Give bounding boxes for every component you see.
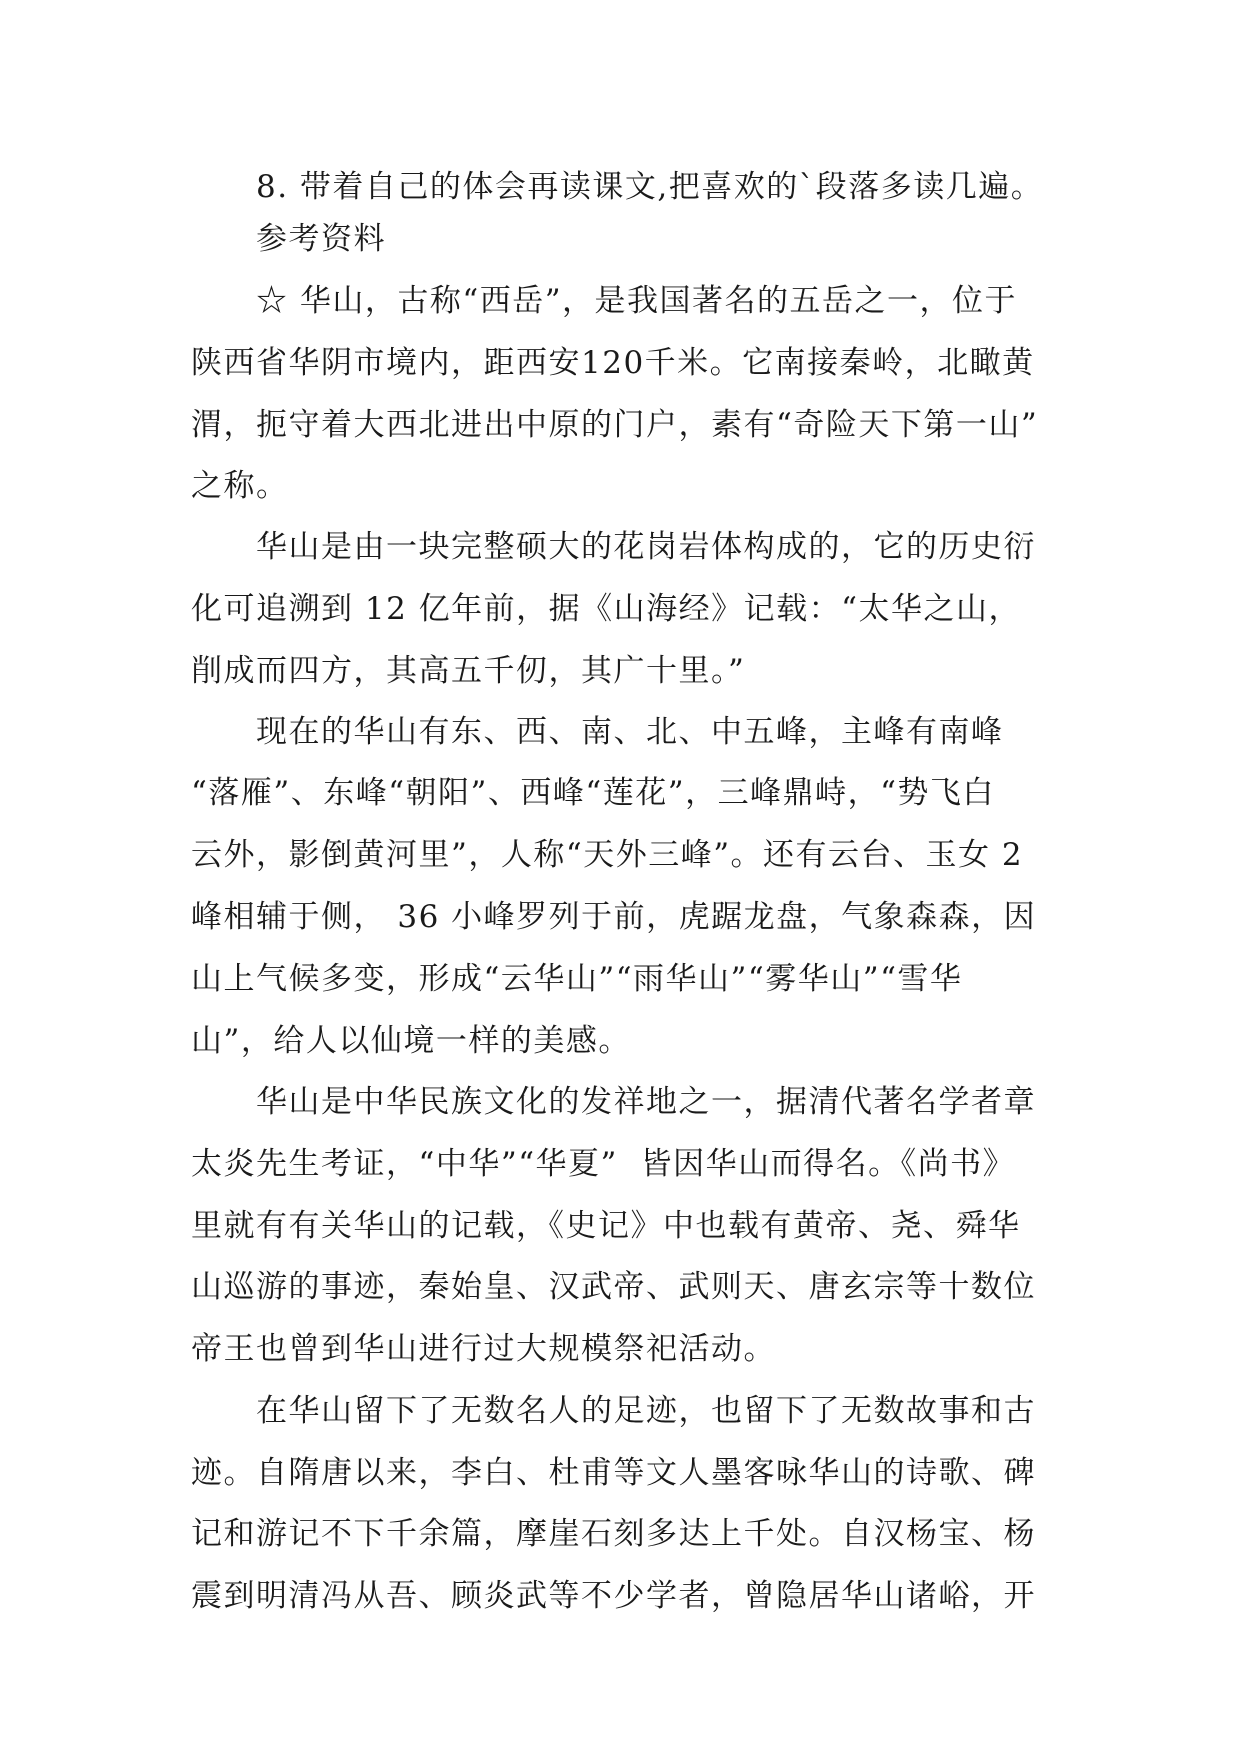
text-line: 华山是由一块完整硕大的花岗岩体构成的，它的历史衍 xyxy=(256,529,1036,565)
text-line: 峰相辅于侧， 36 小峰罗列于前，虎踞龙盘，气象森森，因 xyxy=(191,899,1037,935)
text-line: 渭，扼守着大西北进出中原的门户，素有“奇险天下第一山” xyxy=(191,407,1039,443)
text-line: 迹。自隋唐以来，李白、杜甫等文人墨客咏华山的诗歌、碑 xyxy=(191,1455,1036,1491)
text-line: 太炎先生考证，“中华”“华夏” 皆因华山而得名。《尚书》 xyxy=(191,1146,1016,1182)
text-line: 之称。 xyxy=(191,468,289,504)
text-line: 山巡游的事迹，秦始皇、汉武帝、武则天、唐玄宗等十数位 xyxy=(191,1269,1036,1305)
text-line: 化可追溯到 12 亿年前，据《山海经》记载：“太华之山， xyxy=(191,591,1021,627)
text-line: 云外，影倒黄河里”，人称“天外三峰”。还有云台、玉女 2 xyxy=(191,837,1024,873)
text-line: ☆ 华山，古称“西岳”，是我国著名的五岳之一，位于 xyxy=(256,283,1018,319)
text-line: 震到明清冯从吾、顾炎武等不少学者，曾隐居华山诸峪，开 xyxy=(191,1578,1036,1614)
text-line: 记和游记不下千余篇，摩崖石刻多达上千处。自汉杨宝、杨 xyxy=(191,1516,1036,1552)
text-line: 山”，给人以仙境一样的美感。 xyxy=(191,1023,631,1059)
text-line: 山上气候多变，形成“云华山”“雨华山”“雾华山”“雪华 xyxy=(191,961,963,997)
text-line: 华山是中华民族文化的发祥地之一，据清代著名学者章 xyxy=(256,1084,1036,1120)
text-line: 陕西省华阴市境内，距西安120千米。它南接秦岭，北瞰黄 xyxy=(191,345,1035,381)
text-line: “落雁”、东峰“朝阳”、西峰“莲花”，三峰鼎峙，“势飞白 xyxy=(191,775,995,811)
text-line: 在华山留下了无数名人的足迹，也留下了无数故事和古 xyxy=(256,1393,1036,1429)
text-line: 削成而四方，其高五千仞，其广十里。” xyxy=(191,653,746,689)
text-line: 现在的华山有东、西、南、北、中五峰，主峰有南峰 xyxy=(256,714,1004,750)
text-line: 里就有有关华山的记载，《史记》中也载有黄帝、尧、舜华 xyxy=(191,1208,1021,1244)
text-line: 8. 带着自己的体会再读课文,把喜欢的`段落多读几遍。 xyxy=(256,169,1044,205)
text-line: 帝王也曾到华山进行过大规模祭祀活动。 xyxy=(191,1331,776,1367)
section-heading: 参考资料 xyxy=(256,221,386,257)
